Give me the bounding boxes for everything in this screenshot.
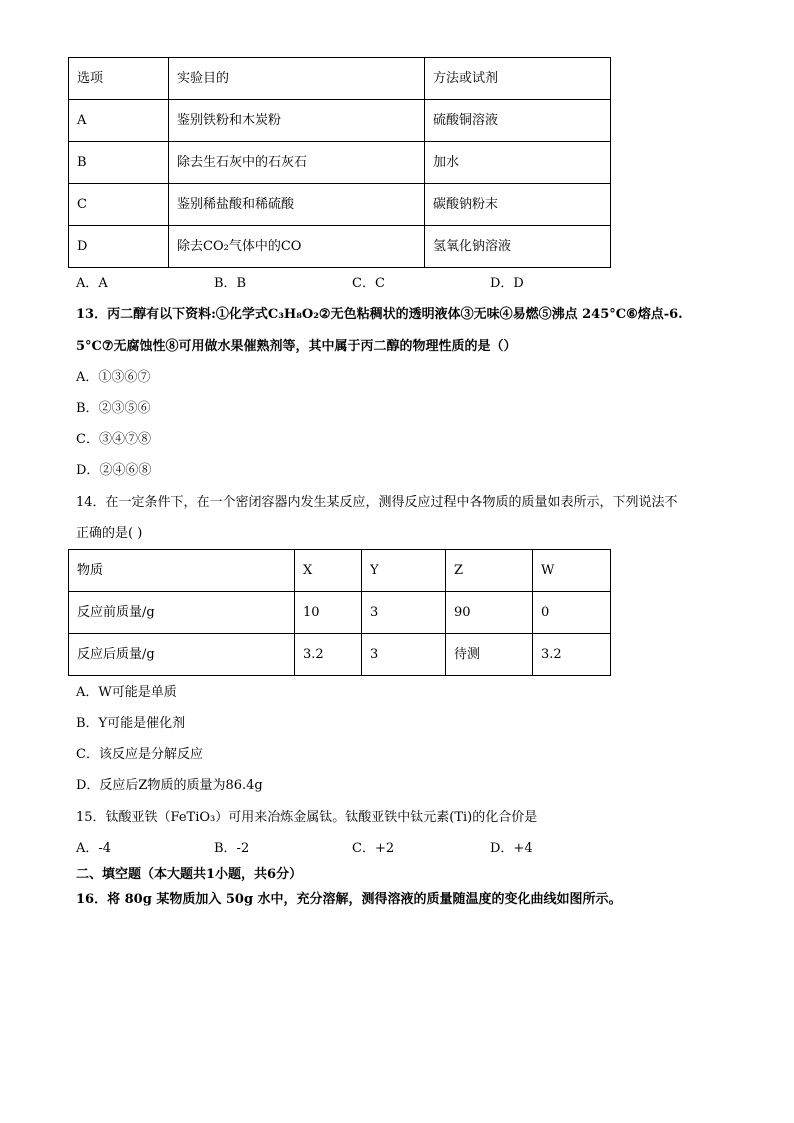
table-cell: B [69, 142, 169, 184]
table-header-cell: 方法或试剂 [425, 58, 611, 100]
table-header-row [69, 58, 611, 100]
table-cell: 加水 [425, 142, 611, 184]
q13-stem-line1: 13．丙二醇有以下资料:①化学式C₃H₈O₂②无色粘稠状的透明液体③无味④易燃⑤沸点 245°C⑥熔点-6. [76, 307, 683, 322]
table-cell: 反应后质量/g [69, 634, 295, 676]
table-cell: 除去CO₂气体中的CO [169, 226, 425, 268]
table-row [69, 226, 611, 268]
table-cell: A [69, 100, 169, 142]
q14-option-c: C．该反应是分解反应 [76, 747, 203, 762]
table-cell: 3 [362, 634, 446, 676]
table-row [69, 634, 611, 676]
table-cell: D [69, 226, 169, 268]
table-cell: C [69, 184, 169, 226]
q12-option-b: B．B [214, 276, 247, 291]
q14-stem-line2: 正确的是( ) [76, 526, 143, 541]
table-header-cell: X [295, 550, 362, 592]
q13-option-d: D．②④⑥⑧ [76, 463, 152, 478]
table-header-cell: 物质 [69, 550, 295, 592]
table-cell: 碳酸钠粉末 [425, 184, 611, 226]
q12-table [68, 57, 611, 268]
table-cell: 待测 [446, 634, 533, 676]
q14-option-b: B．Y可能是催化剂 [76, 716, 186, 731]
table-cell: 0 [533, 592, 611, 634]
q13-option-c: C．③④⑦⑧ [76, 432, 151, 447]
q14-stem-line1: 14．在一定条件下，在一个密闭容器内发生某反应，测得反应过程中各物质的质量如表所示，下列说法不 [76, 495, 678, 510]
table-row [69, 592, 611, 634]
section-heading: 二、填空题（本大题共1小题，共6分） [76, 867, 303, 882]
table-cell: 除去生石灰中的石灰石 [169, 142, 425, 184]
table-row [69, 142, 611, 184]
table-cell: 反应前质量/g [69, 592, 295, 634]
table-header-cell: Z [446, 550, 533, 592]
table-cell: 硫酸铜溶液 [425, 100, 611, 142]
q16-stem: 16．将 80g 某物质加入 50g 水中，充分溶解，测得溶液的质量随温度的变化曲线如图所示。 [76, 892, 622, 907]
table-cell: 3.2 [533, 634, 611, 676]
table-cell: 3.2 [295, 634, 362, 676]
q14-option-a: A．W可能是单质 [76, 685, 177, 700]
table-cell: 10 [295, 592, 362, 634]
table-row [69, 100, 611, 142]
table-row [69, 184, 611, 226]
q14-option-d: D．反应后Z物质的质量为86.4g [76, 778, 263, 793]
table-header-cell: 实验目的 [169, 58, 425, 100]
q15-option-d: D．+4 [490, 841, 533, 856]
table-header-cell: W [533, 550, 611, 592]
table-cell: 鉴别稀盐酸和稀硫酸 [169, 184, 425, 226]
q15-option-c: C．+2 [352, 841, 395, 856]
q15-option-a: A．-4 [76, 841, 112, 856]
q12-option-c: C．C [352, 276, 385, 291]
q12-option-a: A．A [76, 276, 108, 291]
table-cell: 3 [362, 592, 446, 634]
q15-option-b: B．-2 [214, 841, 250, 856]
table-header-row [69, 550, 611, 592]
q15-stem: 15．钛酸亚铁（FeTiO₃）可用来冶炼金属钛。钛酸亚铁中钛元素(Ti)的化合价是 [76, 810, 538, 825]
q13-option-a: A．①③⑥⑦ [76, 370, 151, 385]
table-cell: 鉴别铁粉和木炭粉 [169, 100, 425, 142]
table-cell: 90 [446, 592, 533, 634]
q13-option-b: B．②③⑤⑥ [76, 401, 151, 416]
table-header-cell: Y [362, 550, 446, 592]
q12-option-d: D．D [490, 276, 524, 291]
table-header-cell: 选项 [69, 58, 169, 100]
q13-stem-line2: 5°C⑦无腐蚀性⑧可用做水果催熟剂等，其中属于丙二醇的物理性质的是（） [76, 339, 517, 354]
q14-table [68, 549, 611, 676]
table-cell: 氢氧化钠溶液 [425, 226, 611, 268]
